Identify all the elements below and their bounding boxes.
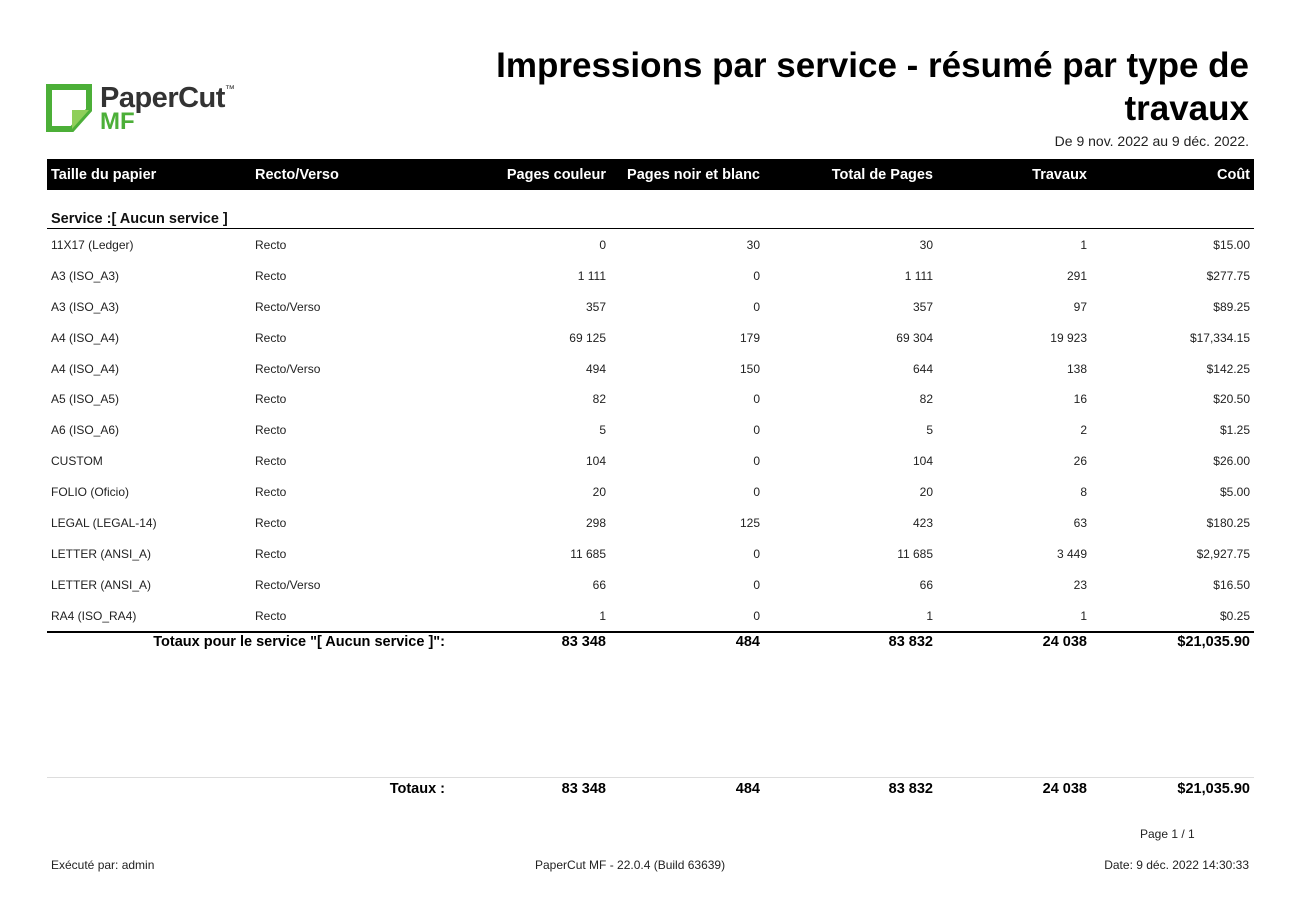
cell-cost: $2,927.75 [1196, 546, 1250, 561]
cell-total-pages: 30 [919, 238, 933, 252]
cell-bw-pages: 30 [746, 238, 760, 252]
grand-total-cost: $21,035.90 [1177, 781, 1250, 797]
cell-bw-pages: 0 [753, 608, 760, 623]
table-row [47, 292, 1254, 323]
cell-paper-size: LETTER (ANSI_A) [51, 577, 152, 592]
logo-product: MF [100, 108, 135, 135]
cell-paper-size: 11X17 (Ledger) [51, 238, 134, 252]
divider [47, 228, 1254, 229]
cell-jobs: 291 [1066, 268, 1087, 283]
papercut-logo [46, 84, 246, 134]
cell-cost: $17,334.15 [1189, 330, 1250, 345]
cell-jobs: 2 [1080, 423, 1087, 438]
cell-duplex: Recto/Verso [255, 361, 321, 376]
cell-color-pages: 20 [592, 485, 606, 500]
service-total-jobs: 24 038 [1042, 634, 1087, 650]
col-header-cost: Coût [1216, 167, 1250, 183]
table-row [47, 415, 1254, 446]
cell-total-pages: 1 111 [904, 268, 933, 283]
cell-paper-size: A6 (ISO_A6) [51, 423, 120, 438]
cell-paper-size: CUSTOM [51, 454, 103, 469]
cell-total-pages: 69 304 [896, 330, 933, 345]
table-row [47, 477, 1254, 508]
cell-jobs: 63 [1073, 516, 1087, 531]
report-title: Impressions par service - résumé par type de travaux [496, 46, 1249, 128]
cell-color-pages: 1 111 [577, 268, 606, 283]
cell-jobs: 1 [1080, 238, 1087, 252]
cell-cost: $0.25 [1219, 608, 1250, 623]
cell-duplex: Recto [255, 330, 287, 345]
service-total-cost: $21,035.90 [1177, 634, 1250, 650]
cell-jobs: 3 449 [1056, 546, 1087, 561]
table-body [47, 230, 1254, 632]
service-totals-label: Totaux pour le service "[ Aucun service ]": [153, 634, 445, 650]
cell-jobs: 23 [1073, 577, 1087, 592]
cell-total-pages: 423 [912, 516, 933, 531]
grand-total-color: 83 348 [561, 781, 606, 797]
cell-jobs: 16 [1073, 392, 1087, 407]
cell-total-pages: 1 [926, 608, 933, 623]
cell-cost: $1.25 [1219, 423, 1250, 438]
cell-bw-pages: 0 [753, 268, 760, 283]
cell-duplex: Recto/Verso [255, 577, 321, 592]
page-number: Page 1 / 1 [1140, 827, 1195, 841]
divider [47, 777, 1254, 778]
table-row [47, 261, 1254, 292]
cell-color-pages: 69 125 [569, 330, 606, 345]
cell-color-pages: 104 [585, 454, 606, 469]
service-totals-row [47, 634, 1254, 654]
cell-duplex: Recto [255, 516, 287, 531]
table-row [47, 539, 1254, 570]
cell-bw-pages: 125 [739, 516, 760, 531]
cell-color-pages: 357 [585, 299, 606, 314]
cell-paper-size: A4 (ISO_A4) [51, 361, 120, 376]
table-row [47, 570, 1254, 601]
cell-duplex: Recto [255, 423, 287, 438]
col-header-total-pages: Total de Pages [831, 167, 933, 183]
service-total-color: 83 348 [561, 634, 606, 650]
cell-bw-pages: 0 [753, 485, 760, 500]
cell-paper-size: A5 (ISO_A5) [51, 392, 120, 407]
cell-duplex: Recto [255, 454, 287, 469]
cell-jobs: 26 [1073, 454, 1087, 469]
cell-jobs: 8 [1080, 485, 1087, 500]
cell-bw-pages: 179 [739, 330, 760, 345]
cell-total-pages: 104 [912, 454, 933, 469]
cell-jobs: 97 [1073, 299, 1087, 314]
cell-total-pages: 357 [912, 299, 933, 314]
grand-totals-label: Totaux : [389, 781, 445, 797]
cell-total-pages: 82 [919, 392, 933, 407]
cell-cost: $142.25 [1206, 361, 1250, 376]
cell-total-pages: 5 [926, 423, 933, 438]
cell-cost: $16.50 [1213, 577, 1250, 592]
report-date: Date: 9 déc. 2022 14:30:33 [1104, 858, 1249, 872]
cell-bw-pages: 0 [753, 577, 760, 592]
col-header-bw-pages: Pages noir et blanc [627, 167, 760, 183]
cell-duplex: Recto [255, 238, 287, 252]
service-total-pages: 83 832 [888, 634, 933, 650]
table-row [47, 354, 1254, 385]
cell-color-pages: 298 [585, 516, 606, 531]
cell-paper-size: A3 (ISO_A3) [51, 299, 120, 314]
divider [47, 631, 1254, 633]
cell-jobs: 1 [1080, 608, 1087, 623]
col-header-duplex: Recto/Verso [255, 167, 339, 183]
cell-bw-pages: 0 [753, 423, 760, 438]
table-row [47, 446, 1254, 477]
cell-paper-size: A3 (ISO_A3) [51, 268, 120, 283]
cell-bw-pages: 0 [753, 299, 760, 314]
cell-color-pages: 1 [599, 608, 606, 623]
cell-cost: $89.25 [1213, 299, 1250, 314]
cell-color-pages: 82 [592, 392, 606, 407]
logo-brand: PaperCut™ [100, 82, 235, 114]
cell-cost: $26.00 [1213, 454, 1250, 469]
cell-bw-pages: 150 [739, 361, 760, 376]
papercut-logo-icon [46, 84, 92, 132]
cell-color-pages: 5 [599, 423, 606, 438]
cell-color-pages: 66 [592, 577, 606, 592]
service-group-label: Service :[ Aucun service ] [51, 211, 228, 227]
grand-total-pages: 83 832 [888, 781, 933, 797]
cell-cost: $180.25 [1206, 516, 1250, 531]
cell-paper-size: A4 (ISO_A4) [51, 330, 120, 345]
cell-duplex: Recto/Verso [255, 299, 321, 314]
table-row [47, 230, 1254, 261]
version-info: PaperCut MF - 22.0.4 (Build 63639) [535, 858, 726, 872]
table-row [47, 384, 1254, 415]
table-row [47, 323, 1254, 354]
cell-paper-size: LETTER (ANSI_A) [51, 546, 152, 561]
col-header-paper-size: Taille du papier [51, 167, 157, 183]
cell-cost: $5.00 [1219, 485, 1250, 500]
cell-cost: $20.50 [1213, 392, 1250, 407]
cell-total-pages: 644 [912, 361, 933, 376]
col-header-jobs: Travaux [1032, 167, 1087, 183]
cell-bw-pages: 0 [753, 546, 760, 561]
cell-cost: $277.75 [1206, 268, 1250, 283]
cell-color-pages: 0 [599, 238, 606, 252]
table-row [47, 601, 1254, 632]
grand-total-jobs: 24 038 [1042, 781, 1087, 797]
cell-color-pages: 494 [585, 361, 606, 376]
cell-duplex: Recto [255, 608, 287, 623]
grand-totals-row [47, 781, 1254, 801]
cell-total-pages: 11 685 [897, 546, 933, 561]
executed-by: Exécuté par: admin [51, 858, 155, 872]
grand-total-bw: 484 [735, 781, 760, 797]
cell-paper-size: LEGAL (LEGAL-14) [51, 516, 157, 531]
table-row [47, 508, 1254, 539]
cell-duplex: Recto [255, 546, 287, 561]
cell-jobs: 19 923 [1050, 330, 1087, 345]
report-date-range: De 9 nov. 2022 au 9 déc. 2022. [1054, 133, 1249, 149]
cell-color-pages: 11 685 [570, 546, 606, 561]
cell-duplex: Recto [255, 268, 287, 283]
cell-jobs: 138 [1066, 361, 1087, 376]
service-total-bw: 484 [735, 634, 760, 650]
cell-cost: $15.00 [1213, 238, 1250, 252]
cell-bw-pages: 0 [753, 454, 760, 469]
col-header-color-pages: Pages couleur [506, 167, 606, 183]
cell-bw-pages: 0 [753, 392, 760, 407]
cell-total-pages: 66 [919, 577, 933, 592]
cell-paper-size: FOLIO (Oficio) [51, 485, 130, 500]
table-header [47, 159, 1254, 190]
cell-duplex: Recto [255, 485, 287, 500]
cell-total-pages: 20 [919, 485, 933, 500]
cell-paper-size: RA4 (ISO_RA4) [51, 608, 137, 623]
cell-duplex: Recto [255, 392, 287, 407]
